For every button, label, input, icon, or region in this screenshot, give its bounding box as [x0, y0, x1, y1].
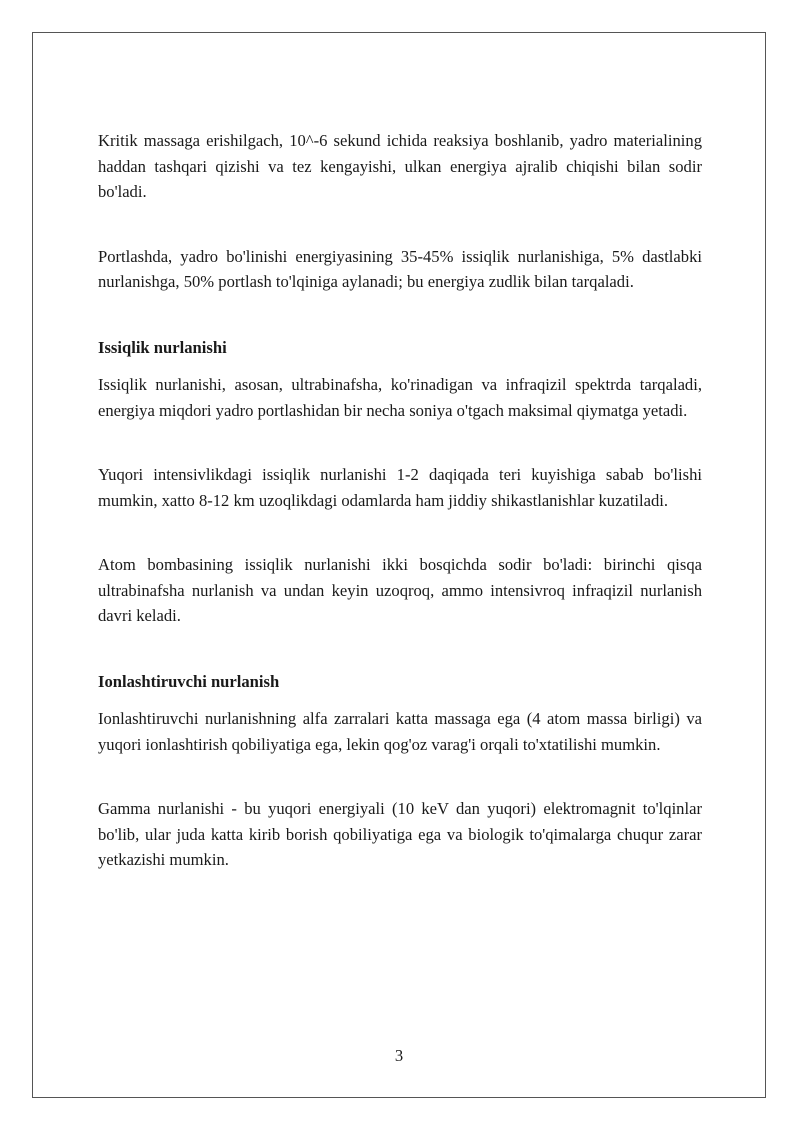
section-heading-ionizing-radiation: Ionlashtiruvchi nurlanish: [98, 671, 280, 691]
page-content: [98, 128, 702, 873]
paragraph-thermal-phases: Atom bombasining issiqlik nurlanishi ikki bosqichda sodir bo'ladi: birinchi qisqa ultrabinafsha nurlanish va undan keyin uzoqroq, ammo intensivroq infraqizil nurlanish davri keladi.: [98, 555, 702, 625]
paragraph-critical-mass: Kritik massaga erishilgach, 10^-6 sekund ichida reaksiya boshlanib, yadro materialining haddan tashqari qizishi va tez kengayishi, ulkan energiya ajralib chiqishi bilan sodir bo'ladi.: [98, 131, 702, 201]
paragraph-explosion-energy: Portlashda, yadro bo'linishi energiyasining 35-45% issiqlik nurlanishiga, 5% dastlabki nurlanishga, 50% portlash to'lqiniga aylanadi; bu energiya zudlik bilan tarqaladi.: [98, 246, 702, 291]
paragraph-thermal-spectrum: Issiqlik nurlanishi, asosan, ultrabinafsha, ko'rinadigan va infraqizil spektrda tarqaladi, energiya miqdori yadro portlashidan bir necha soniya o'tgach maksimal qiymatga yetadi.: [98, 375, 702, 420]
page-number: 3: [394, 1046, 404, 1065]
document-page: [32, 32, 766, 1098]
section-heading-thermal-radiation: Issiqlik nurlanishi: [98, 337, 227, 357]
paragraph-alpha-particles: Ionlashtiruvchi nurlanishning alfa zarralari katta massaga ega (4 atom massa birligi) va yuqori ionlashtirish qobiliyatiga ega, lekin qog'oz varag'i orqali to'xtatilishi mumkin.: [98, 709, 702, 754]
paragraph-thermal-burns: Yuqori intensivlikdagi issiqlik nurlanishi 1-2 daqiqada teri kuyishiga sabab bo'lishi mumkin, xatto 8-12 km uzoqlikdagi odamlarda ham jiddiy shikastlanishlar kuzatiladi.: [98, 465, 702, 510]
paragraph-gamma-radiation: Gamma nurlanishi - bu yuqori energiyali (10 keV dan yuqori) elektromagnit to'lqinlar bo'lib, ular juda katta kirib borish qobiliyatiga ega va biologik to'qimalarga chuqur zarar yetkazishi mumkin.: [98, 799, 702, 869]
